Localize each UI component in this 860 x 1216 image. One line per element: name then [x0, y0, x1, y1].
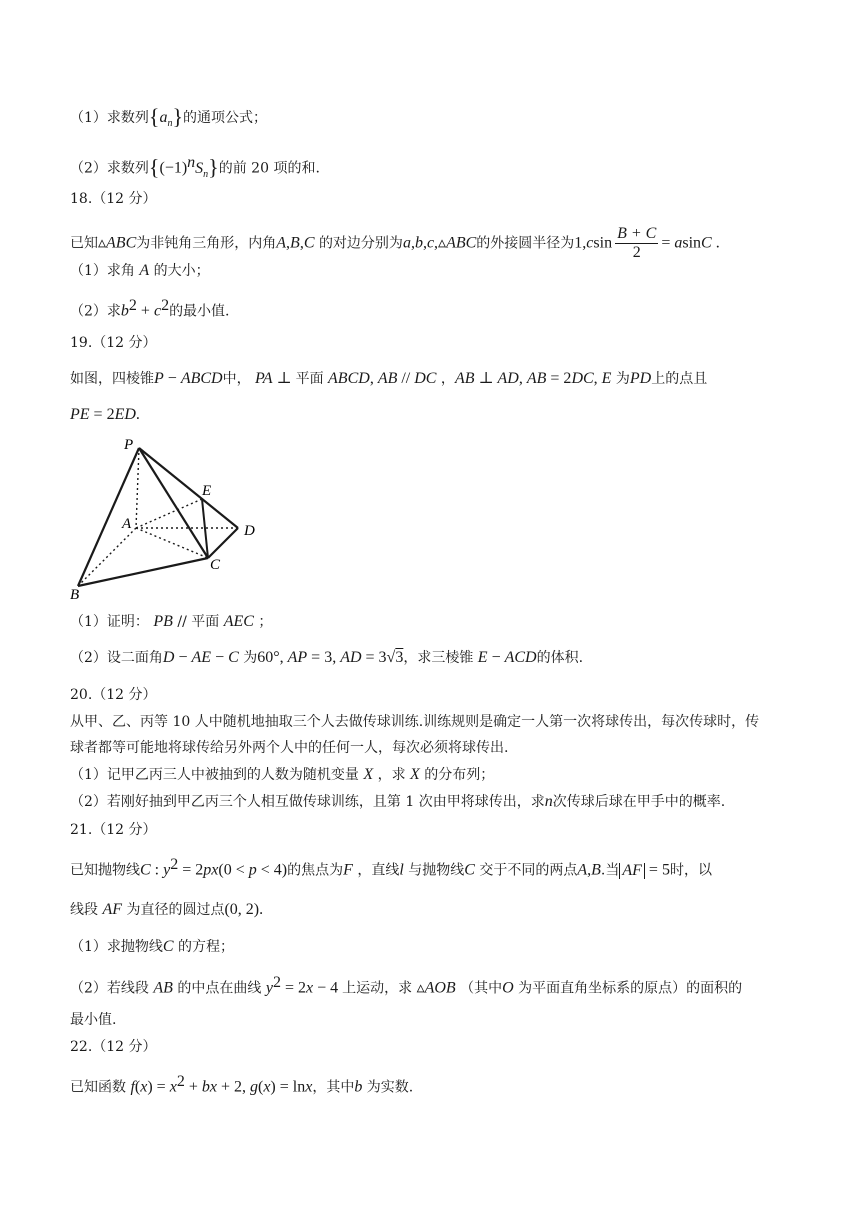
- edge-PC: [139, 448, 208, 558]
- q17-part1: （1）求数列$\{a_n\}$的通项公式；: [70, 104, 268, 130]
- pyramid-figure: [70, 433, 270, 603]
- q18-part1: （1）求角 A 的大小；: [70, 262, 210, 279]
- q21-part2-cont: 最小值.: [70, 1012, 117, 1028]
- label-A: A: [122, 516, 132, 532]
- edge-CD: [208, 528, 238, 558]
- q22-heading: 22.（12 分）: [70, 1039, 157, 1055]
- edge-AC: [136, 528, 208, 558]
- q18-stem: 已知▵ABC为非钝角三角形，内角A,B,C 的对边分别为a,b,c,▵ABC的外接圆半径为1,csin $\frac{B + C}{2}$ = asinC .: [70, 225, 720, 261]
- label-P: P: [124, 437, 134, 453]
- q19-stem: 如图，四棱锥P − ABCD中， PA ⊥ 平面 ABCD, AB // DC ，AB ⊥ AD, AB = 2DC, E 为PD上的点且: [70, 370, 708, 387]
- q20-stem-1: 从甲、乙、丙等 10 人中随机地抽取三个人去做传球训练.训练规则是确定一人第一次将球传出，每次传球时，传: [70, 714, 760, 730]
- q21-heading: 21.（12 分）: [70, 822, 157, 838]
- q20-part2: （2）若刚好抽到甲乙丙三个人相互做传球训练，且第 1 次由甲将球传出，求n次传球后球在甲手中的概率.: [70, 793, 726, 810]
- q19-stem-cont: PE = 2ED.: [70, 406, 140, 423]
- q19-part2: （2）设二面角D − AE − C 为60°, AP = 3, AD = 3√3，求三棱锥 E − ACD的体积.: [70, 649, 584, 666]
- q20-heading: 20.（12 分）: [70, 687, 157, 703]
- label-B: B: [70, 587, 80, 603]
- edge-BC: [78, 558, 208, 586]
- q20-stem-2: 球者都等可能地将球传给另外两个人中的任何一人，每次必须将球传出.: [70, 740, 509, 756]
- q22-stem: 已知函数 $f(x) = x^2$ + bx + 2, g(x) = lnx，其中b 为实数.: [70, 1073, 414, 1096]
- label-E: E: [202, 483, 212, 499]
- q21-stem-cont: 线段 AF 为直径的圆过点(0, 2).: [70, 901, 264, 918]
- label-C: C: [210, 557, 221, 573]
- q21-part1: （1）求抛物线C 的方程；: [70, 938, 235, 955]
- q18-part2: （2）求$b^2 + c^2$的最小值.: [70, 297, 230, 320]
- q17-part2: （2）求数列$\{(-1)^nS_n\}$的前 20 项的和.: [70, 154, 320, 180]
- q21-part2: （2）若线段 AB 的中点在曲线 $y^2 = 2x - 4$ 上运动，求 ▵AOB （其中O 为平面直角坐标系的原点）的面积的: [70, 974, 743, 997]
- label-D: D: [244, 523, 255, 539]
- q20-part1: （1）记甲乙丙三人中被抽到的人数为随机变量 X ，求 X 的分布列；: [70, 766, 495, 783]
- edge-AB: [78, 528, 136, 586]
- q18-heading: 18.（12 分）: [70, 191, 157, 207]
- edge-PD: [139, 448, 238, 528]
- fraction: $\frac{B + C}{2}$: [617, 225, 657, 261]
- q19-heading: 19.（12 分）: [70, 335, 157, 351]
- edge-AE: [136, 499, 202, 528]
- edge-PA: [136, 448, 139, 528]
- q19-part1: （1）证明： PB // 平面 AEC ；: [70, 613, 273, 630]
- q21-stem: 已知抛物线C : $y^2 = 2px(0 < p < 4)$的焦点为F ，直线l 与抛物线C 交于不同的两点A,B.当 AF = 5时，以: [70, 856, 712, 879]
